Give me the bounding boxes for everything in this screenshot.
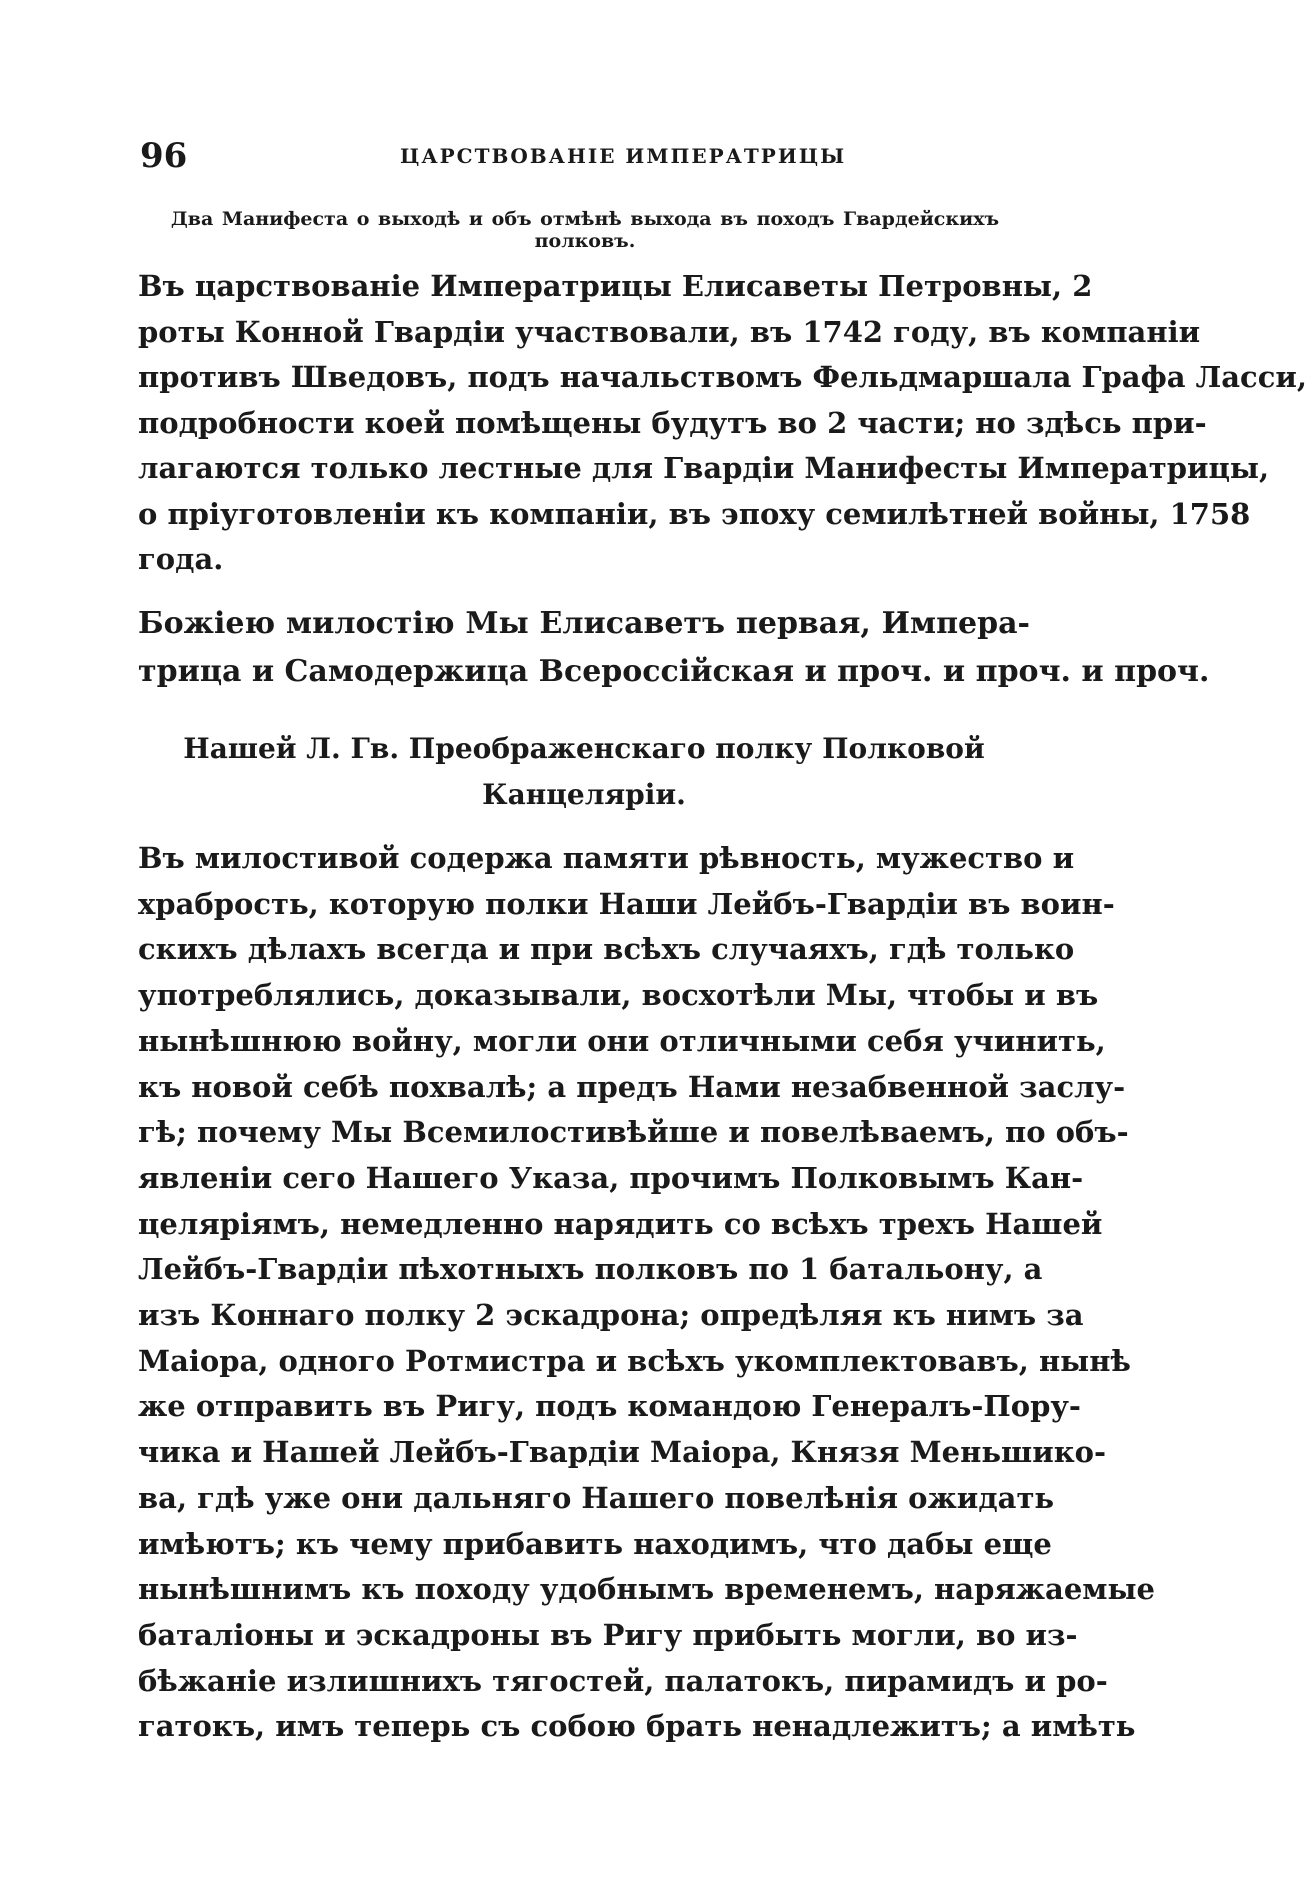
text-line: Въ милостивой содержа памяти рѣвность, мужество и bbox=[138, 841, 1075, 875]
intro-paragraph bbox=[138, 264, 1307, 583]
text-line: противъ Шведовъ, подъ начальствомъ Фельдмаршала Графа Ласси, bbox=[138, 360, 1307, 394]
text-line: трица и Самодержица Всероссійская и проч. и проч. и проч. bbox=[138, 654, 1210, 689]
text-line: подробности коей помѣщены будутъ во 2 части; но здѣсь при- bbox=[138, 405, 1207, 440]
text-line: къ новой себѣ похвалѣ; а предъ Нами незабвенной заслу- bbox=[138, 1069, 1126, 1104]
sovereign-address bbox=[138, 600, 1210, 696]
text-line: явленіи сего Нашего Указа, прочимъ Полковымъ Кан- bbox=[138, 1160, 1084, 1195]
text-line: употреблялись, доказывали, восхотѣли Мы, чтобы и въ bbox=[138, 978, 1099, 1013]
text-line: гатокъ, имъ теперь съ собою брать ненадлежитъ; а имѣть bbox=[138, 1709, 1136, 1744]
text-line: скихъ дѣлахъ всегда и при всѣхъ случаяхъ, гдѣ только bbox=[138, 932, 1075, 967]
text-line: о пріуготовленіи къ компаніи, въ эпоху семилѣтней войны, 1758 bbox=[138, 496, 1251, 531]
text-line: Божіею милостію Мы Елисаветъ первая, Импера- bbox=[138, 606, 1030, 641]
text-line: Въ царствованіе Императрицы Елисаветы Петровны, 2 bbox=[138, 269, 1093, 303]
decree-body bbox=[138, 836, 1156, 1750]
text-line: роты Конной Гвардіи участвовали, въ 1742 году, въ компаніи bbox=[138, 314, 1201, 349]
text-line: баталіоны и эскадроны въ Ригу прибыть могли, во из- bbox=[138, 1617, 1078, 1652]
title-line: Нашей Л. Гв. Преображенскаго полку Полковой bbox=[183, 732, 985, 765]
text-line: ва, гдѣ уже они дальняго Нашего повелѣнія ожидать bbox=[138, 1480, 1055, 1515]
text-line: нынѣшнюю войну, могли они отличными себя учинить, bbox=[138, 1023, 1106, 1058]
text-line: бѣжаніе излишнихъ тягостей, палатокъ, пирамидъ и ро- bbox=[138, 1663, 1108, 1698]
text-line: имѣютъ; къ чему прибавить находимъ, что дабы еще bbox=[138, 1526, 1052, 1561]
text-line: лагаются только лестные для Гвардіи Манифесты Императрицы, bbox=[138, 451, 1270, 485]
section-subtitle: Два Манифеста о выходѣ и объ отмѣнѣ выхода въ походъ Гвардейскихъ полковъ. bbox=[170, 208, 1000, 252]
text-line: же отправить въ Ригу, подъ командою Генералъ-Пору- bbox=[138, 1389, 1081, 1424]
text-line: целяріямъ, немедленно нарядить со всѣхъ трехъ Нашей bbox=[138, 1206, 1103, 1241]
decree-recipient-title bbox=[138, 726, 1030, 818]
text-line: года. bbox=[138, 542, 224, 576]
running-head: ЦАРСТВОВАНІЕ ИМПЕРАТРИЦЫ bbox=[400, 144, 847, 168]
text-line: гѣ; почему Мы Всемилостивѣйше и повелѣваемъ, по объ- bbox=[138, 1115, 1129, 1150]
text-line: чика и Нашей Лейбъ-Гвардіи Маіора, Князя Меньшико- bbox=[138, 1435, 1107, 1470]
text-line: изъ Коннаго полку 2 эскадрона; опредѣляя къ нимъ за bbox=[138, 1298, 1084, 1333]
title-line: Канцеляріи. bbox=[482, 778, 686, 811]
text-line: Маіора, одного Ротмистра и всѣхъ укомплектовавъ, нынѣ bbox=[138, 1343, 1131, 1378]
page-header bbox=[140, 136, 1030, 176]
text-line: Лейбъ-Гвардіи пѣхотныхъ полковъ по 1 батальону, а bbox=[138, 1252, 1043, 1287]
page-number: 96 bbox=[140, 136, 188, 176]
text-line: нынѣшнимъ къ походу удобнымъ временемъ, наряжаемые bbox=[138, 1572, 1156, 1607]
text-line: храбрость, которую полки Наши Лейбъ-Гвардіи въ воин- bbox=[138, 886, 1115, 921]
